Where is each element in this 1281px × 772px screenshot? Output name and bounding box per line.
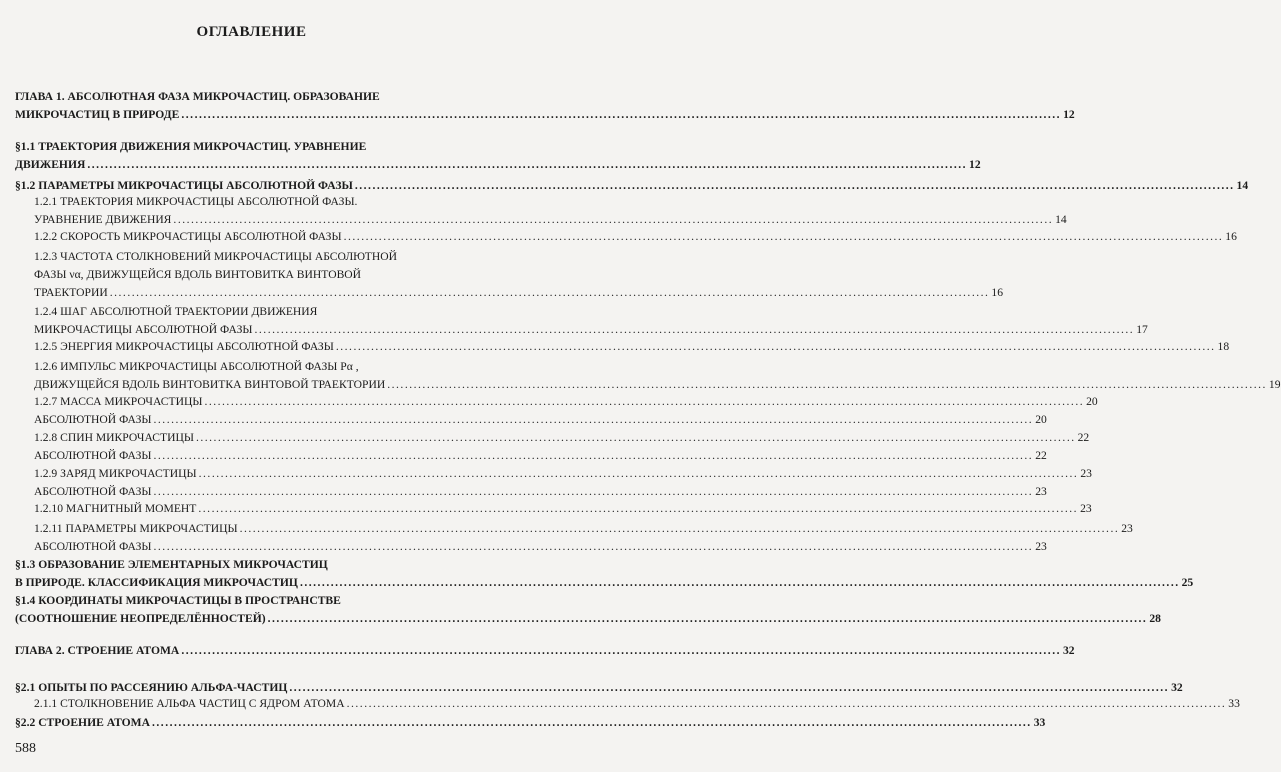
toc-entry-line [15, 156, 981, 174]
toc-entry-title: 1.2.1 ТРАЕКТОРИЯ МИКРОЧАСТИЦЫ АБСОЛЮТНОЙ ФАЗЫ. [34, 195, 358, 208]
toc-entry[interactable] [15, 138, 981, 174]
dot-leader: ........................................................................................................................................................................................................ [289, 681, 1170, 694]
toc-page-number: 33 [1033, 716, 1046, 729]
toc-entry-title: 2.1.1 СТОЛКНОВЕНИЕ АЛЬФА ЧАСТИЦ С ЯДРОМ АТОМА [34, 697, 345, 710]
toc-entry-line [15, 178, 1249, 193]
toc-entry-line [34, 266, 488, 284]
toc-entry-line [34, 520, 1133, 538]
toc-entry[interactable] [34, 520, 1133, 556]
toc-entry-title: АБСОЛЮТНОЙ ФАЗЫ [34, 413, 152, 426]
dot-leader: ........................................................................................................................................................................................................ [387, 378, 1267, 391]
toc-entry-title: ДВИЖЕНИЯ [15, 158, 86, 171]
toc-entry[interactable] [34, 501, 1092, 516]
toc-entry[interactable] [34, 465, 1092, 501]
dot-leader: ........................................................................................................................................................................................................ [346, 697, 1227, 710]
toc-entry-line [15, 592, 488, 610]
toc-entry[interactable] [34, 393, 1098, 429]
toc-entry-title: 1.2.10 МАГНИТНЫЙ МОМЕНТ [34, 502, 197, 515]
toc-entry-title: МИКРОЧАСТИЦ В ПРИРОДЕ [15, 108, 180, 121]
toc-entry-line [34, 229, 1237, 244]
toc-entry-line [15, 138, 488, 156]
dot-leader: ........................................................................................................................................................................................................ [204, 395, 1085, 408]
toc-page-number: 17 [1136, 323, 1148, 336]
toc-entry-title: 1.2.7 МАССА МИКРОЧАСТИЦЫ [34, 395, 203, 408]
toc-entry-title: ГЛАВА 2. СТРОЕНИЕ АТОМА [15, 644, 180, 657]
toc-entry-line [15, 106, 1075, 124]
dot-leader: ........................................................................................................................................................................................................ [153, 485, 1034, 498]
toc-entry-line [34, 483, 1047, 501]
toc-page-number: 28 [1149, 612, 1161, 625]
toc-page-number: 20 [1035, 413, 1047, 426]
toc-page-number: 32 [1063, 644, 1075, 657]
toc-entry-line [15, 574, 1194, 592]
toc-entry-line [34, 358, 488, 376]
toc-entry-title: ТРАЕКТОРИИ [34, 286, 108, 299]
toc-page-number: 33 [1228, 697, 1240, 710]
toc-page-number: 23 [1035, 485, 1047, 498]
dot-leader: ........................................................................................................................................................................................................ [195, 431, 1076, 444]
toc-entry-line [34, 411, 1047, 429]
toc-entry-line [34, 447, 1047, 465]
toc-entry-line [34, 393, 1098, 411]
toc-entry[interactable] [15, 643, 1075, 658]
toc-entry-title: МИКРОЧАСТИЦЫ АБСОЛЮТНОЙ ФАЗЫ [34, 323, 253, 336]
toc-page-number: 22 [1035, 449, 1047, 462]
dot-leader: ........................................................................................................................................................................................................ [299, 576, 1180, 589]
toc-entry[interactable] [34, 358, 1281, 394]
toc-page-number: 14 [1055, 213, 1067, 226]
toc-entry-title: 1.2.11 ПАРАМЕТРЫ МИКРОЧАСТИЦЫ [34, 522, 238, 535]
toc-entry-line [34, 321, 1148, 339]
toc-entry-title: 1.2.9 ЗАРЯД МИКРОЧАСТИЦЫ [34, 467, 197, 480]
toc-entry-title: §1.4 КООРДИНАТЫ МИКРОЧАСТИЦЫ В ПРОСТРАНСТВЕ [15, 594, 341, 607]
dot-leader: ........................................................................................................................................................................................................ [153, 540, 1034, 553]
toc-entry-title: §2.2 СТРОЕНИЕ АТОМА [15, 716, 150, 729]
toc-entry[interactable] [34, 429, 1090, 465]
dot-leader: ........................................................................................................................................................................................................ [109, 286, 990, 299]
toc-entry-line [34, 465, 1092, 483]
toc-entry-title: 1.2.6 ИМПУЛЬС МИКРОЧАСТИЦЫ АБСОЛЮТНОЙ ФАЗЫ Pα , [34, 360, 359, 373]
toc-entry-line [34, 284, 1004, 302]
toc-entry-line [34, 193, 488, 211]
dot-leader: ........................................................................................................................................................................................................ [153, 413, 1034, 426]
toc-entry-title: АБСОЛЮТНОЙ ФАЗЫ [34, 540, 152, 553]
toc-entry-title: ГЛАВА 1. АБСОЛЮТНАЯ ФАЗА МИКРОЧАСТИЦ. ОБРАЗОВАНИЕ [15, 90, 380, 103]
toc-page-number: 18 [1217, 340, 1230, 353]
toc-entry[interactable] [15, 556, 1194, 592]
dot-leader: ........................................................................................................................................................................................................ [254, 323, 1135, 336]
toc-entry-title: АБСОЛЮТНОЙ ФАЗЫ [34, 449, 152, 462]
toc-entry[interactable] [15, 715, 1046, 730]
toc-page-number: 16 [1225, 230, 1237, 243]
toc-entry[interactable] [34, 303, 1148, 339]
toc-page-number: 23 [1035, 540, 1047, 553]
toc-entry-line [15, 610, 1161, 628]
dot-leader: ........................................................................................................................................................................................................ [239, 522, 1120, 535]
toc-entry[interactable] [15, 88, 1075, 124]
toc-entry-line [34, 538, 1047, 556]
dot-leader: ........................................................................................................................................................................................................ [354, 179, 1235, 192]
toc-entry-line [34, 303, 488, 321]
dot-leader: ........................................................................................................................................................................................................ [173, 213, 1054, 226]
toc-entry-title: ФАЗЫ να, ДВИЖУЩЕЙСЯ ВДОЛЬ ВИНТОВИТКА ВИНТОВОЙ [34, 268, 362, 281]
toc-entry-line [34, 339, 1230, 354]
toc-entry-line [15, 556, 488, 574]
toc-entry-title: 1.2.8 СПИН МИКРОЧАСТИЦЫ [34, 431, 194, 444]
toc-page-number: 12 [1063, 108, 1075, 121]
toc-entry-title: §2.1 ОПЫТЫ ПО РАССЕЯНИЮ АЛЬФА-ЧАСТИЦ [15, 681, 288, 694]
toc-entry-line [34, 429, 1090, 447]
dot-leader: ........................................................................................................................................................................................................ [181, 644, 1061, 657]
toc-entry-line [34, 376, 1281, 394]
dot-leader: ........................................................................................................................................................................................................ [198, 467, 1079, 480]
toc-entry-title: УРАВНЕНИЕ ДВИЖЕНИЯ [34, 213, 172, 226]
toc-entry-title: §1.2 ПАРАМЕТРЫ МИКРОЧАСТИЦЫ АБСОЛЮТНОЙ ФАЗЫ [15, 179, 353, 192]
dot-leader: ........................................................................................................................................................................................................ [267, 612, 1148, 625]
toc-entry-line [15, 88, 488, 106]
toc-entry[interactable] [34, 696, 1240, 711]
toc-entry-line [34, 211, 1067, 229]
toc-page-number: 16 [991, 286, 1004, 299]
toc-entry[interactable] [34, 248, 1004, 302]
toc-entry-title: 1.2.2 СКОРОСТЬ МИКРОЧАСТИЦЫ АБСОЛЮТНОЙ ФАЗЫ [34, 230, 342, 243]
toc-page-number: 20 [1086, 395, 1098, 408]
toc-page-number: 23 [1121, 522, 1133, 535]
toc-entry-line [34, 248, 488, 266]
dot-leader: ........................................................................................................................................................................................................ [181, 108, 1062, 121]
dot-leader: ........................................................................................................................................................................................................ [87, 158, 968, 171]
toc-entry-title: 1.2.5 ЭНЕРГИЯ МИКРОЧАСТИЦЫ АБСОЛЮТНОЙ ФАЗЫ [34, 340, 334, 353]
toc-entry-title: §1.1 ТРАЕКТОРИЯ ДВИЖЕНИЯ МИКРОЧАСТИЦ. УРАВНЕНИЕ [15, 140, 367, 153]
toc-page-number: 23 [1080, 502, 1092, 515]
toc-page-number: 12 [969, 158, 981, 171]
toc-entry[interactable] [15, 680, 1183, 695]
dot-leader: ........................................................................................................................................................................................................ [198, 502, 1079, 515]
toc-entry-title: АБСОЛЮТНОЙ ФАЗЫ [34, 485, 152, 498]
toc-entry-title: §1.3 ОБРАЗОВАНИЕ ЭЛЕМЕНТАРНЫХ МИКРОЧАСТИЦ [15, 558, 328, 571]
toc-entry-line [34, 696, 1240, 711]
toc-entry-line [15, 715, 1046, 730]
toc-entry[interactable] [15, 592, 1161, 628]
toc-page-number: 32 [1171, 681, 1183, 694]
toc-entry-line [34, 501, 1092, 516]
toc-entry[interactable] [34, 339, 1230, 354]
toc-page-number: 22 [1077, 431, 1090, 444]
toc-entry-title: 1.2.4 ШАГ АБСОЛЮТНОЙ ТРАЕКТОРИИ ДВИЖЕНИЯ [34, 305, 318, 318]
toc-entry[interactable] [34, 229, 1237, 244]
toc-page-number: 19 [1268, 378, 1281, 391]
toc-page-number: 14 [1236, 179, 1249, 192]
toc-entry-title: ДВИЖУЩЕЙСЯ ВДОЛЬ ВИНТОВИТКА ВИНТОВОЙ ТРАЕКТОРИИ [34, 378, 386, 391]
toc-entry-line [15, 643, 1075, 658]
toc-entry-title: 1.2.3 ЧАСТОТА СТОЛКНОВЕНИЙ МИКРОЧАСТИЦЫ АБСОЛЮТНОЙ [34, 250, 398, 263]
dot-leader: ........................................................................................................................................................................................................ [343, 230, 1224, 243]
page-title: ОГЛАВЛЕНИЕ [196, 24, 307, 40]
toc-page-number: 25 [1181, 576, 1194, 589]
dot-leader: ........................................................................................................................................................................................................ [153, 449, 1034, 462]
toc-page-number: 23 [1080, 467, 1092, 480]
dot-leader: ........................................................................................................................................................................................................ [152, 716, 1032, 729]
toc-entry-title: В ПРИРОДЕ. КЛАССИФИКАЦИЯ МИКРОЧАСТИЦ [15, 576, 298, 589]
toc-entry[interactable] [15, 178, 1249, 193]
dot-leader: ........................................................................................................................................................................................................ [335, 340, 1216, 353]
toc-entry-title: (СООТНОШЕНИЕ НЕОПРЕДЕЛЁННОСТЕЙ) [15, 612, 266, 625]
toc-entry[interactable] [34, 193, 1067, 229]
page-number: 588 [15, 741, 36, 756]
toc-entry-line [15, 680, 1183, 695]
